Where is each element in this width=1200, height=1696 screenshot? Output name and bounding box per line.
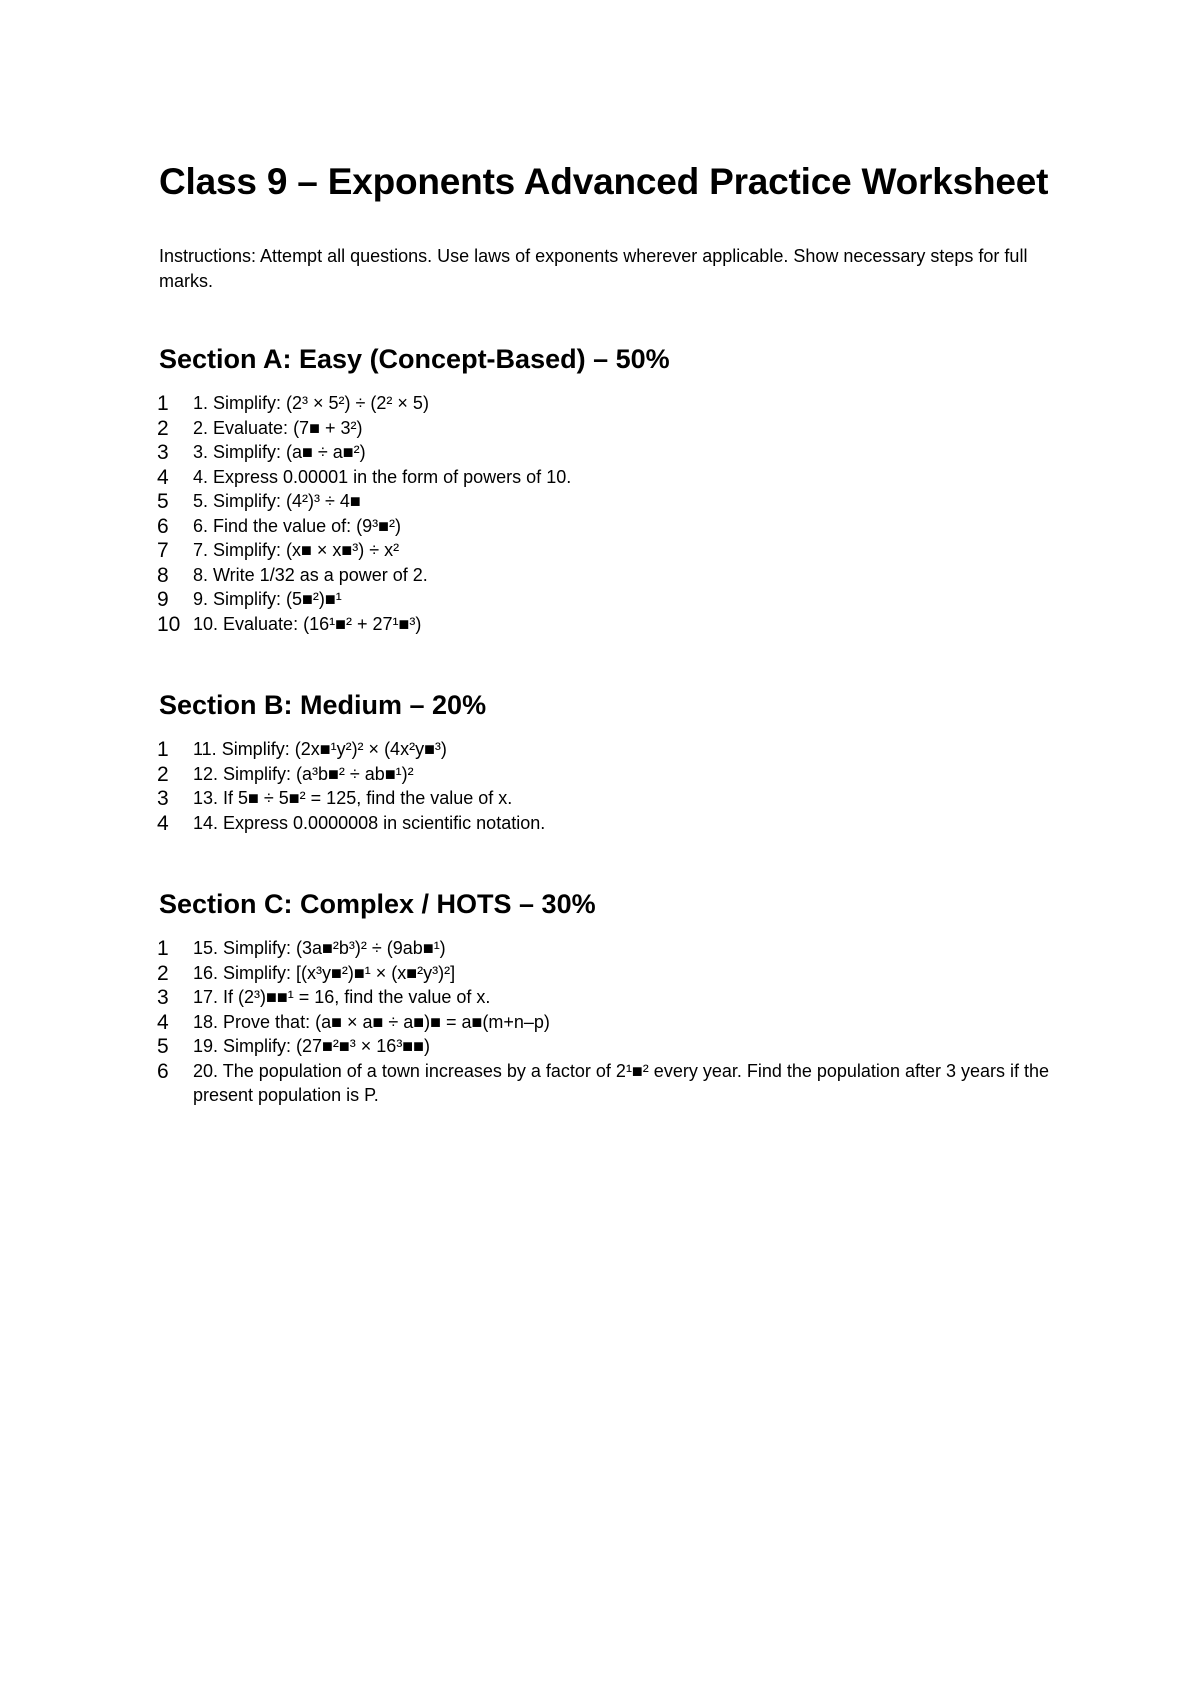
question-text: 20. The population of a town increases by a factor of 2¹■² every year. Find the population after 3 years if the present population is P.	[193, 1060, 1050, 1105]
question-text: 13. If 5■ ÷ 5■² = 125, find the value of x.	[193, 788, 513, 808]
question-item	[157, 961, 1057, 986]
question-item	[157, 811, 1057, 836]
question-item	[157, 514, 1057, 539]
section-b-question-list	[157, 737, 1057, 835]
question-text: 4. Express 0.00001 in the form of powers of 10.	[193, 466, 572, 487]
question-number: 4	[157, 811, 169, 835]
worksheet-title: Class 9 – Exponents Advanced Practice Worksheet	[159, 161, 1049, 202]
question-item	[157, 762, 1057, 787]
question-text: 11. Simplify: (2x■¹y²)² × (4x²y■³)	[193, 739, 447, 759]
section-c-question-list	[157, 936, 1057, 1108]
question-item	[157, 489, 1057, 514]
question-number: 7	[157, 539, 169, 562]
question-number: 1	[157, 392, 169, 415]
question-number: 1	[157, 937, 169, 960]
question-number: 2	[157, 762, 169, 786]
question-number: 10	[157, 612, 181, 636]
question-number: 5	[157, 1035, 169, 1058]
question-number: 9	[157, 588, 169, 611]
question-text: 16. Simplify: [(x³y■²)■¹ × (x■²y³)²]	[193, 962, 456, 983]
question-text: 8. Write 1/32 as a power of 2.	[193, 564, 428, 585]
section-c-heading: Section C: Complex / HOTS – 30%	[159, 889, 596, 919]
question-item	[157, 563, 1057, 588]
question-number: 3	[157, 787, 169, 810]
question-text: 9. Simplify: (5■²)■¹	[193, 589, 342, 609]
question-number: 5	[157, 490, 169, 513]
question-number: 6	[157, 514, 169, 538]
question-number: 2	[157, 416, 169, 440]
question-item	[157, 737, 1057, 762]
section-b-heading: Section B: Medium – 20%	[159, 690, 487, 720]
section-a-heading: Section A: Easy (Concept-Based) – 50%	[159, 344, 670, 374]
question-item	[157, 1010, 1057, 1035]
question-item	[157, 587, 1057, 612]
question-item	[157, 391, 1057, 416]
question-item	[157, 786, 1057, 811]
question-item	[157, 538, 1057, 563]
question-text: 7. Simplify: (x■ × x■³) ÷ x²	[193, 540, 400, 560]
question-text: 10. Evaluate: (16¹■² + 27¹■³)	[193, 613, 422, 634]
question-number: 8	[157, 563, 169, 587]
instructions-text: Instructions: Attempt all questions. Use laws of exponents wherever applicable. Show necessary steps for full marks.	[159, 246, 1028, 291]
question-number: 6	[157, 1059, 169, 1083]
section-a-question-list	[157, 391, 1057, 636]
question-item	[157, 612, 1057, 637]
question-number: 4	[157, 465, 169, 489]
question-item	[157, 440, 1057, 465]
question-number: 3	[157, 986, 169, 1009]
question-item	[157, 1059, 1057, 1108]
question-text: 14. Express 0.0000008 in scientific notation.	[193, 812, 546, 833]
question-item	[157, 1034, 1057, 1059]
question-text: 3. Simplify: (a■ ÷ a■²)	[193, 442, 366, 462]
question-number: 2	[157, 961, 169, 985]
question-item	[157, 416, 1057, 441]
question-item	[157, 936, 1057, 961]
question-text: 12. Simplify: (a³b■² ÷ ab■¹)²	[193, 763, 414, 784]
question-text: 2. Evaluate: (7■ + 3²)	[193, 417, 363, 438]
question-text: 1. Simplify: (2³ × 5²) ÷ (2² × 5)	[193, 393, 429, 413]
question-text: 17. If (2³)■■¹ = 16, find the value of x.	[193, 987, 491, 1007]
question-number: 4	[157, 1010, 169, 1034]
question-text: 15. Simplify: (3a■²b³)² ÷ (9ab■¹)	[193, 938, 446, 958]
question-item	[157, 465, 1057, 490]
question-number: 1	[157, 738, 169, 761]
question-text: 6. Find the value of: (9³■²)	[193, 515, 401, 536]
question-text: 18. Prove that: (a■ × a■ ÷ a■)■ = a■(m+n–p)	[193, 1011, 550, 1032]
question-text: 19. Simplify: (27■²■³ × 16³■■)	[193, 1036, 431, 1056]
question-number: 3	[157, 441, 169, 464]
question-item	[157, 985, 1057, 1010]
question-text: 5. Simplify: (4²)³ ÷ 4■	[193, 491, 361, 511]
